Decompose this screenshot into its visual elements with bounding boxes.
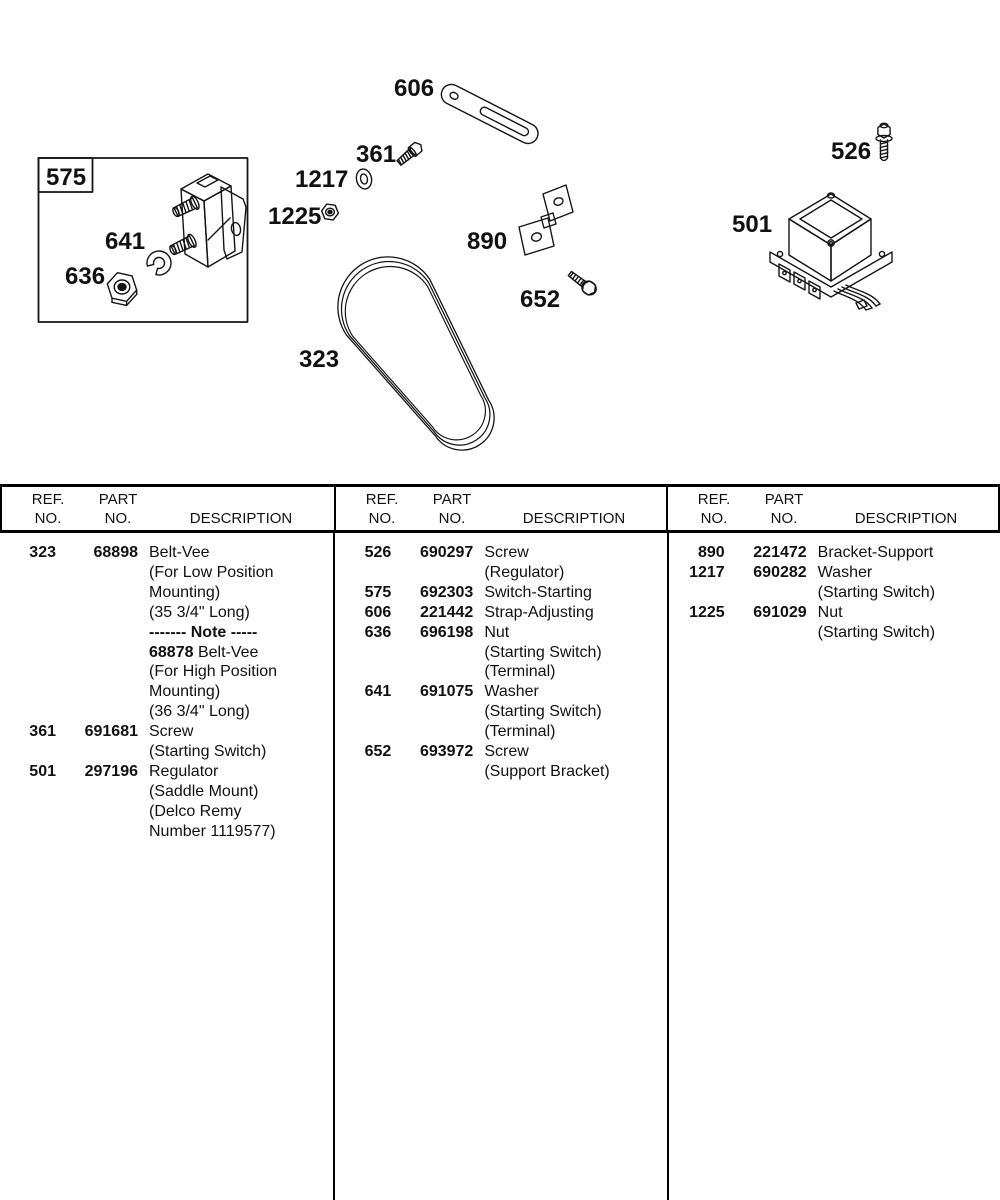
ref-header-line2: NO. [34, 510, 62, 527]
ref-no-value: 1225 [689, 603, 725, 621]
description-line: (For Low Position [149, 563, 274, 581]
table-row [335, 623, 666, 683]
description-value [473, 682, 666, 742]
description-line: (Starting Switch) [484, 643, 602, 661]
callout-323: 323 [299, 346, 340, 373]
ref-no-value: 1217 [689, 563, 725, 581]
part-no-value: 691075 [419, 683, 474, 701]
part-no-header [422, 490, 482, 528]
part-no-value: 690282 [753, 563, 807, 581]
table-row [335, 583, 666, 603]
table-row [0, 762, 333, 842]
description-value [473, 583, 666, 603]
part-no-value: 690297 [419, 544, 474, 561]
description-line: (Starting Switch) [817, 583, 936, 601]
ref-no-value: 652 [364, 743, 392, 761]
ref-header-line1: REF. [365, 491, 399, 508]
ref-no-value: 526 [364, 544, 392, 561]
parts-table [0, 484, 1000, 1200]
description-line: 68878 Belt-Vee [149, 643, 259, 661]
part-no-header [754, 490, 814, 528]
callout-890: 890 [467, 228, 508, 255]
regulator-drawing [770, 193, 892, 310]
description-line: Mounting) [149, 683, 221, 701]
table-row [335, 742, 666, 782]
part-header-line2: NO. [770, 510, 798, 527]
part-header-line2: NO. [438, 510, 466, 527]
table-row [669, 563, 1000, 603]
description-value [807, 543, 1000, 563]
ref-no-value: 890 [697, 544, 725, 561]
description-header: DESCRIPTION [189, 510, 293, 527]
description-line: Bracket-Support [817, 544, 934, 561]
header-column-3 [666, 487, 998, 530]
ref-no-value: 636 [364, 623, 392, 641]
callout-652: 652 [520, 286, 561, 313]
table-row [669, 543, 1000, 563]
callout-526: 526 [831, 138, 872, 165]
description-value [473, 623, 666, 683]
description-line: (Starting Switch) [484, 703, 602, 721]
callout-1225: 1225 [268, 203, 322, 230]
ref-header-line2: NO. [700, 510, 728, 527]
table-column-3 [667, 533, 1000, 1200]
ref-no-value: 606 [364, 603, 392, 621]
description-line: Screw [484, 544, 529, 561]
table-row [669, 603, 1000, 643]
description-line: Switch-Starting [484, 583, 592, 601]
callout-labels [46, 75, 871, 373]
description-line: Washer [817, 563, 873, 581]
description-line: Washer [484, 683, 539, 701]
ref-no-value: 501 [29, 762, 56, 780]
description-line: Screw [149, 723, 194, 741]
description-value [807, 603, 1000, 643]
part-no-value: 221442 [419, 603, 474, 621]
adjusting-strap-drawing [438, 81, 542, 147]
description-line: (Starting Switch) [149, 743, 267, 761]
part-header-line1: PART [764, 491, 804, 508]
callout-641: 641 [105, 228, 146, 255]
part-no-value: 691681 [84, 723, 138, 741]
description-line: Nut [484, 623, 510, 641]
table-row [0, 722, 333, 762]
table-row [335, 603, 666, 623]
description-value [473, 543, 666, 583]
description-line: (Starting Switch) [817, 623, 936, 641]
ref-no-value: 575 [364, 583, 392, 601]
part-header-line1: PART [98, 491, 138, 508]
description-value [473, 603, 666, 623]
ref-header-line1: REF. [697, 491, 731, 508]
header-column-1 [2, 487, 334, 530]
description-line: (For High Position [149, 663, 278, 681]
description-value [138, 762, 333, 842]
description-line: (Terminal) [484, 723, 556, 741]
description-header: DESCRIPTION [522, 510, 626, 527]
description-line: (35 3/4" Long) [149, 603, 250, 621]
description-line: Screw [484, 743, 529, 761]
screw-526-drawing [876, 123, 892, 160]
part-no-value: 693972 [419, 743, 474, 761]
description-line: (Terminal) [484, 663, 556, 681]
starting-switch-drawing [168, 174, 246, 267]
table-column-1 [0, 533, 333, 1200]
v-belt-drawing [338, 257, 494, 450]
part-header-line2: NO. [104, 510, 132, 527]
callout-1217: 1217 [295, 166, 349, 193]
table-row [335, 682, 666, 742]
ref-header-line2: NO. [368, 510, 396, 527]
part-header-line1: PART [432, 491, 472, 508]
description-line: (Saddle Mount) [149, 782, 259, 800]
callout-361: 361 [356, 141, 397, 168]
ref-no-header [8, 490, 88, 528]
parts-table-header [0, 484, 1000, 533]
description-line: Nut [817, 603, 843, 621]
ref-no-value: 361 [29, 723, 56, 741]
ref-no-header [674, 490, 754, 528]
part-no-value: 696198 [419, 623, 474, 641]
parts-illustration [0, 0, 1000, 484]
description-line: (36 3/4" Long) [149, 703, 250, 721]
description-line: (Delco Remy [149, 802, 242, 820]
description-value [138, 722, 333, 762]
part-no-value: 68898 [93, 544, 138, 561]
ref-no-header [342, 490, 422, 528]
washer-1217-drawing [355, 168, 374, 191]
part-no-value: 221472 [753, 544, 807, 561]
description-line: Number 1119577) [149, 822, 276, 840]
ref-no-value: 641 [364, 683, 392, 701]
ref-no-value: 323 [29, 544, 56, 561]
support-bracket-drawing [519, 185, 573, 255]
nut-636-drawing [107, 273, 136, 306]
callout-636: 636 [65, 263, 106, 290]
callout-606: 606 [394, 75, 435, 102]
description-line: Regulator [149, 762, 219, 780]
description-value [138, 543, 333, 722]
lock-washer-641-drawing [147, 251, 171, 275]
description-line: ------- Note ----- [149, 623, 258, 641]
header-column-2 [334, 487, 666, 530]
part-no-value: 692303 [419, 583, 474, 601]
description-line: Strap-Adjusting [484, 603, 594, 621]
description-value [807, 563, 1000, 603]
nut-1225-drawing [322, 204, 339, 220]
part-no-header [88, 490, 148, 528]
callout-575: 575 [46, 164, 87, 191]
parts-table-body [0, 533, 1000, 1200]
table-row [335, 543, 666, 583]
part-no-value: 297196 [84, 762, 138, 780]
description-line: Belt-Vee [149, 544, 210, 561]
description-line: Mounting) [149, 583, 221, 601]
description-header: DESCRIPTION [854, 510, 958, 527]
screw-361-drawing [395, 140, 424, 167]
ref-header-line1: REF. [31, 491, 65, 508]
description-line: (Regulator) [484, 563, 565, 581]
description-line: (Support Bracket) [484, 762, 610, 780]
description-value [473, 742, 666, 782]
table-row [0, 543, 333, 722]
callout-501: 501 [732, 211, 773, 238]
part-no-value: 691029 [753, 603, 807, 621]
table-column-2 [333, 533, 666, 1200]
screw-652-drawing [566, 268, 599, 297]
